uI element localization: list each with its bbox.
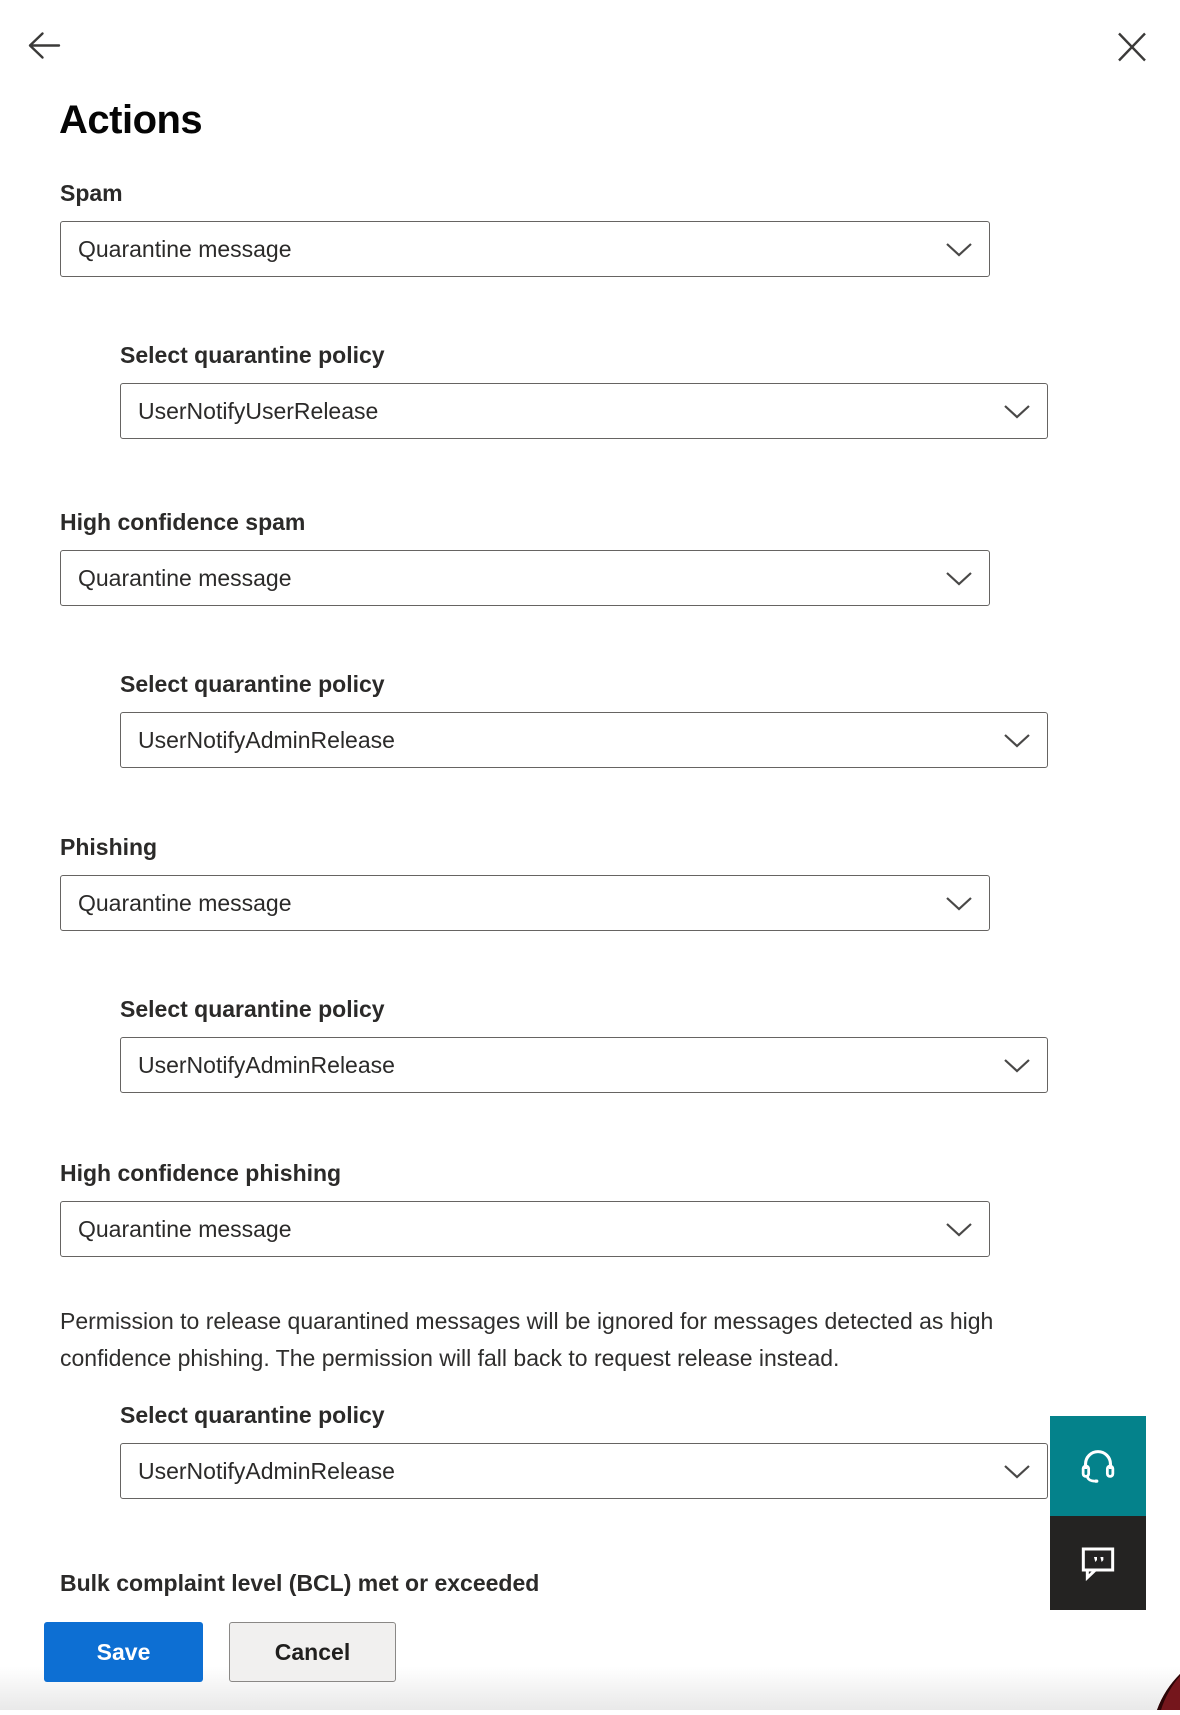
footer-bar <box>0 1596 1180 1710</box>
close-button[interactable] <box>1114 30 1150 64</box>
chevron-down-icon <box>945 896 973 911</box>
chevron-down-icon <box>1003 1058 1031 1073</box>
phishing-quarantine-policy-value: UserNotifyAdminRelease <box>138 1051 395 1078</box>
high-confidence-phishing-quarantine-policy-value: UserNotifyAdminRelease <box>138 1457 395 1484</box>
arrow-left-icon <box>26 51 62 66</box>
section-label-spam: Spam <box>60 180 123 206</box>
high-confidence-spam-quarantine-policy-dropdown[interactable] <box>120 712 1048 768</box>
spam-action-value: Quarantine message <box>78 235 292 262</box>
phishing-quarantine-policy-dropdown[interactable] <box>120 1037 1048 1093</box>
phishing-policy-label: Select quarantine policy <box>120 996 385 1022</box>
section-label-phishing: Phishing <box>60 834 158 860</box>
cancel-button[interactable]: Cancel <box>229 1622 396 1682</box>
high-confidence-phishing-note: Permission to release quarantined messages will be ignored for messages detected as high confidence phishing. The permission will fall back to request release instead. <box>60 1308 994 1371</box>
help-support-button[interactable] <box>1050 1416 1146 1516</box>
chevron-down-icon <box>1003 733 1031 748</box>
spam-policy-label: Select quarantine policy <box>120 342 385 368</box>
page-title: Actions <box>59 98 203 142</box>
section-label-high-confidence-phishing: High confidence phishing <box>60 1160 342 1186</box>
phishing-action-value: Quarantine message <box>78 889 292 916</box>
chevron-down-icon <box>945 1222 973 1237</box>
close-icon <box>1114 52 1150 67</box>
high-confidence-phishing-policy-label: Select quarantine policy <box>120 1402 385 1428</box>
section-label-bulk-complaint-level: Bulk complaint level (BCL) met or exceeded <box>60 1570 540 1596</box>
high-confidence-phishing-quarantine-policy-dropdown[interactable] <box>120 1443 1048 1499</box>
high-confidence-spam-action-value: Quarantine message <box>78 564 292 591</box>
high-confidence-phishing-action-value: Quarantine message <box>78 1215 292 1242</box>
spam-action-dropdown[interactable] <box>60 221 990 277</box>
section-label-high-confidence-spam: High confidence spam <box>60 509 306 535</box>
spam-quarantine-policy-dropdown[interactable] <box>120 383 1048 439</box>
phishing-action-dropdown[interactable] <box>60 875 990 931</box>
spam-quarantine-policy-value: UserNotifyUserRelease <box>138 397 379 424</box>
chevron-down-icon <box>945 571 973 586</box>
back-button[interactable] <box>26 29 62 63</box>
high-confidence-phishing-action-dropdown[interactable] <box>60 1201 990 1257</box>
chevron-down-icon <box>1003 1464 1031 1479</box>
headset-icon <box>1076 1443 1120 1490</box>
high-confidence-spam-quarantine-policy-value: UserNotifyAdminRelease <box>138 726 395 753</box>
chat-feedback-icon <box>1078 1542 1118 1585</box>
high-confidence-spam-policy-label: Select quarantine policy <box>120 671 385 697</box>
chevron-down-icon <box>945 242 973 257</box>
high-confidence-spam-action-dropdown[interactable] <box>60 550 990 606</box>
decorative-corner-shape <box>1152 1674 1180 1710</box>
feedback-button[interactable] <box>1050 1516 1146 1610</box>
save-button[interactable]: Save <box>44 1622 203 1682</box>
chevron-down-icon <box>1003 404 1031 419</box>
